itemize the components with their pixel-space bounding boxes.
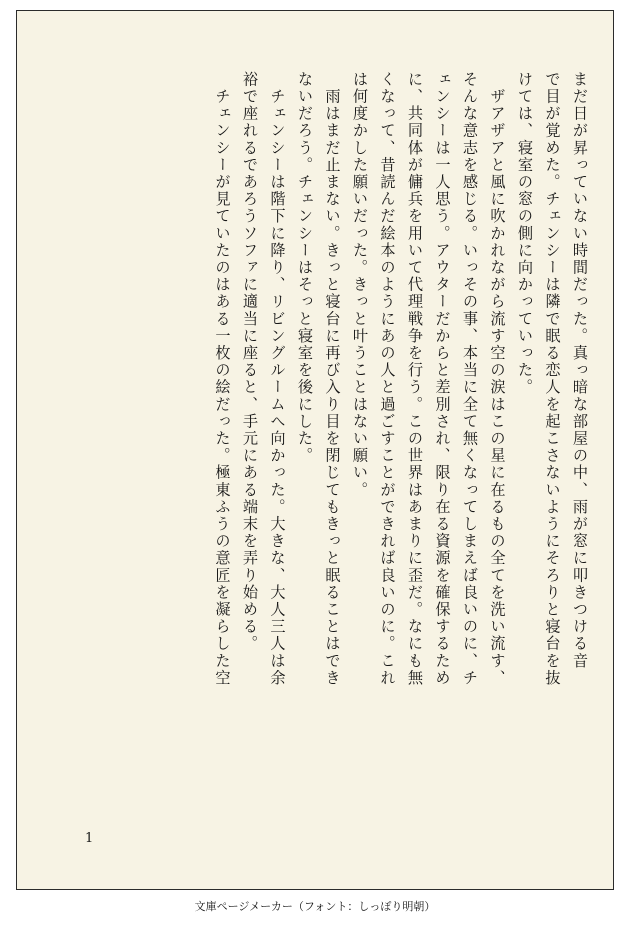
page-number: 1 — [85, 831, 94, 846]
text-column: けては、寝室の窓の側に向かっていった。 — [516, 71, 534, 396]
text-column: は何度かした願いだった。きっと叶うことはない願い。 — [351, 71, 369, 499]
text-column: ないだろう。チェンシーはそっと寝室を後にした。 — [296, 71, 314, 465]
text-column: まだ日が昇っていない時間だった。真っ暗な部屋の中、雨が窓に叩きつける音 — [571, 71, 589, 670]
footer-caption: 文庫ページメーカー（フォント：しっぽり明朝） — [194, 900, 436, 913]
vertical-text-body — [45, 71, 587, 811]
text-column: 裕で座れるであろうソファに適当に座ると、手元にある端末を弄り始める。 — [241, 71, 259, 653]
text-column: で目が覚めた。チェンシーは隣で眠る恋人を起こさないようにそろりと寝台を抜 — [543, 71, 562, 687]
text-column: ザアザアと風に吹かれながら流す空の涙はこの星に在るもの全てを洗い流す、 — [488, 71, 507, 687]
text-column: チェンシーは階下に降り、リビングルームへ向かった。大きな、大人三人は余 — [268, 71, 287, 687]
text-column: に、共同体が傭兵を用いて代理戦争を行う。この世界はあまりに歪だ。なにも無 — [406, 71, 424, 687]
paper-sheet — [16, 10, 614, 890]
text-column: チェンシーが見ていたのはある一枚の絵だった。極東ふうの意匠を凝らした空 — [213, 71, 232, 687]
text-column: 雨はまだ止まない。きっと寝台に再び入り目を閉じてもきっと眠ることはでき — [323, 71, 342, 687]
text-column: そんな意志を感じる。いっその事、本当に全て無くなってしまえば良いのに、チ — [461, 71, 479, 687]
text-column: くなって、昔読んだ絵本のようにあの人と過ごすことができれば良いのに。これ — [378, 71, 397, 687]
text-column: ェンシーは一人思う。アウターだからと差別され、限り在る資源を確保するため — [433, 71, 452, 687]
